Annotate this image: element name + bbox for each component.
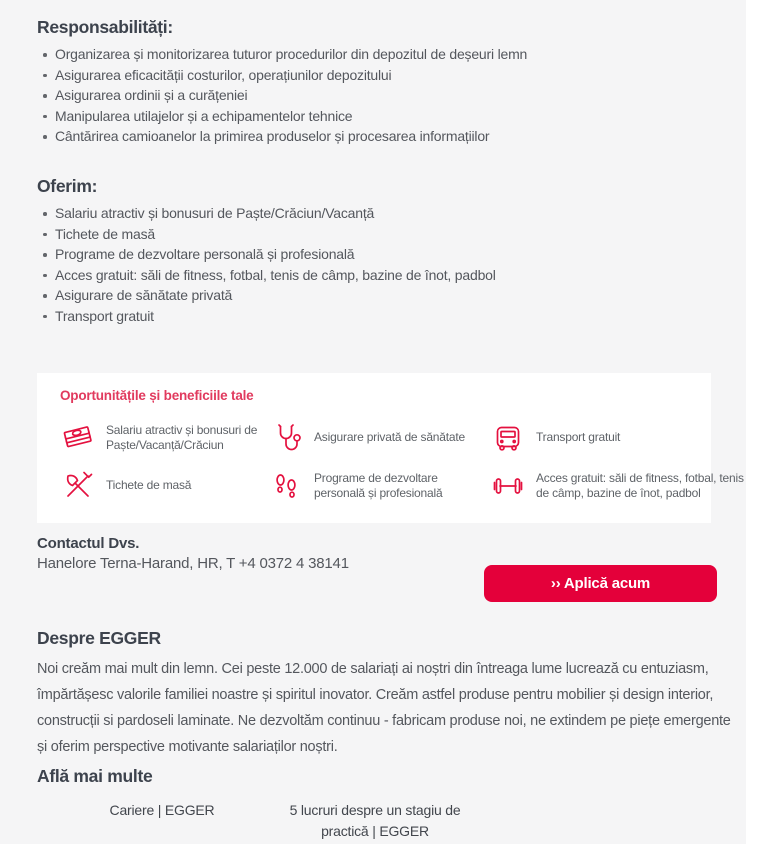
benefit-item xyxy=(268,420,494,456)
benefit-label: Transport gratuit xyxy=(536,430,621,445)
offer-title: Oferim: xyxy=(37,176,98,196)
list-item: Transport gratuit xyxy=(37,309,496,324)
about-text: Noi creăm mai mult din lemn. Cei peste 12.000 de salariați ai noștri din întreaga lume lucrează cu entuziasm, împărtășesc valorile familiei noastre și spiritul inovator. Creăm astfel produse pentru mobilier și design interior, construcții si pardoseli laminate. Ne dezvoltăm continuu - fabricam produse noi, ne extindem pe piețe emergente și oferim perspective motivante salariaților noștri. xyxy=(37,661,731,755)
list-item: Programe de dezvoltare personală și profesională xyxy=(37,247,496,262)
apply-button[interactable]: ›› Aplică acum xyxy=(484,565,717,602)
internship-article-link[interactable]: 5 lucruri despre un stagiu de practică | EGGER xyxy=(289,802,461,839)
list-item: Asigurarea ordinii și a curățeniei xyxy=(37,88,527,103)
benefit-label: Tichete de masă xyxy=(106,478,192,493)
responsibilities-title: Responsabilități: xyxy=(37,17,173,37)
list-item: Cântărirea camioanelor la primirea produselor și procesarea informațiilor xyxy=(37,129,527,144)
list-item: Organizarea și monitorizarea tuturor procedurilor din depozitul de deșeuri lemn xyxy=(37,47,527,62)
contact-title: Contactul Dvs. xyxy=(37,535,140,552)
footprints-icon xyxy=(268,468,304,504)
benefit-item xyxy=(60,420,278,456)
learn-more-title: Află mai multe xyxy=(37,766,153,786)
contact-person: Hanelore Terna-Harand, HR, T +4 0372 4 38141 xyxy=(37,555,349,572)
benefits-card-title: Oportunitățile și beneficiile tale xyxy=(60,388,254,403)
dumbbell-icon xyxy=(490,468,526,504)
list-item: Salariu atractiv și bonusuri de Paște/Crăciun/Vacanță xyxy=(37,206,496,221)
offer-list xyxy=(37,206,496,329)
list-item: Asigurarea eficacității costurilor, operațiunilor depozitului xyxy=(37,68,527,83)
benefit-item xyxy=(60,468,286,504)
benefit-label: Asigurare privată de sănătate xyxy=(314,430,465,445)
careers-link[interactable]: Cariere | EGGER xyxy=(109,802,215,818)
benefit-item xyxy=(490,468,748,504)
benefit-item xyxy=(490,420,716,456)
benefit-item xyxy=(268,468,464,504)
cutlery-icon xyxy=(60,468,96,504)
list-item: Asigurare de sănătate privată xyxy=(37,288,496,303)
stethoscope-icon xyxy=(268,420,304,456)
benefit-label: Acces gratuit: săli de fitness, fotbal, tenis de câmp, bazine de înot, padbol xyxy=(536,470,744,500)
list-item: Acces gratuit: săli de fitness, fotbal, tenis de câmp, bazine de înot, padbol xyxy=(37,268,496,283)
benefit-label: Salariu atractiv și bonusuri de Paște/Vacanță/Crăciun xyxy=(106,422,258,452)
bus-icon xyxy=(490,420,526,456)
about-title: Despre EGGER xyxy=(37,628,161,648)
benefits-card xyxy=(37,373,744,523)
list-item: Tichete de masă xyxy=(37,227,496,242)
responsibilities-list xyxy=(37,47,527,150)
benefit-label: Programe de dezvoltare personală și profesională xyxy=(314,470,443,500)
banknotes-icon xyxy=(60,420,96,456)
list-item: Manipularea utilajelor și a echipamentelor tehnice xyxy=(37,109,527,124)
